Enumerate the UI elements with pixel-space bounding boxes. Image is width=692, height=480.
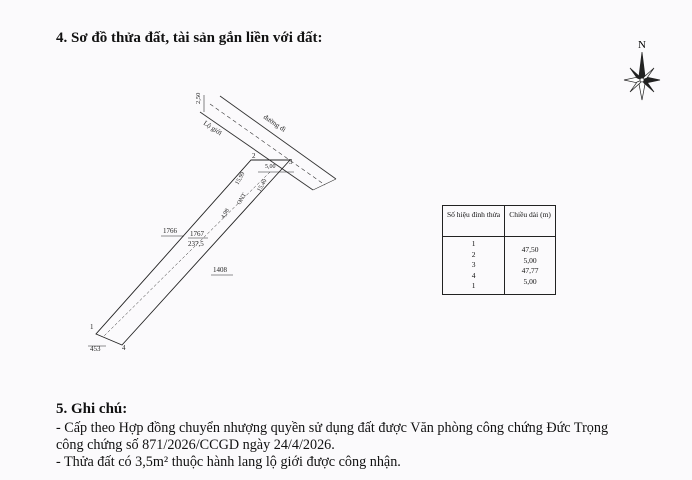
table-row-length: 47,77 [521, 266, 539, 275]
road-width-label: 2,50 [195, 92, 202, 104]
top-edge-label: 5,00 [265, 164, 276, 170]
note-line-2: công chứng số 871/2026/CCGD ngày 24/4/2026. [56, 437, 335, 453]
notes-block [56, 420, 686, 471]
table-row-length: 47,50 [521, 245, 539, 254]
neighbor-left-label: 1766 [163, 227, 177, 235]
north-label: N [638, 39, 646, 51]
table-row-length: 5,00 [523, 276, 537, 286]
compass-star-icon [624, 52, 660, 100]
side-left-label: 15,99 [234, 171, 247, 186]
vertex-1-label: 1 [90, 323, 94, 331]
neighbor-right-label: 1408 [213, 266, 227, 274]
vertex-2-label: 2 [252, 152, 256, 160]
table-row-length: 5,00 [523, 255, 537, 265]
boundary-label: Lộ giới [201, 119, 224, 138]
land-type-label: ONT [236, 192, 248, 206]
parcel-id-label: 1767 [190, 230, 204, 238]
side-right-label: 15,40 [256, 178, 269, 193]
vertex-4-label: 4 [122, 344, 126, 352]
note-line-1: - Cấp theo Hợp đồng chuyển nhượng quyền sử dụng đất được Văn phòng công chứng Đức Trọng [56, 420, 609, 436]
table-row-vertex: 1 [471, 239, 476, 248]
table-header-vertex: Số hiệu đỉnh thửa [443, 206, 505, 237]
table-row-vertex: 2 [471, 249, 476, 259]
road-strip [200, 96, 336, 190]
table-row-vertex: 4 [471, 270, 476, 280]
table-header-length: Chiều dài (m) [505, 206, 556, 237]
road-label: đường đi [261, 113, 288, 134]
edge-length-table [442, 205, 556, 295]
neighbor-bottom-label: 453 [90, 345, 101, 353]
vertex-column [443, 237, 505, 295]
vertex-3-label: 3 [289, 158, 293, 166]
inner-width-label: 4,98 [220, 207, 231, 220]
length-column [505, 237, 556, 295]
section-5-title: 5. Ghi chú: [56, 401, 128, 417]
parcel-area-label: 237,5 [188, 240, 204, 248]
table-row-vertex: 1 [471, 281, 476, 290]
north-compass [620, 36, 666, 106]
note-line-3: - Thửa đất có 3,5m² thuộc hành lang lộ giới được công nhận. [56, 454, 401, 470]
table-row-vertex: 3 [471, 260, 476, 269]
section-4-title: 4. Sơ đồ thửa đất, tài sản gắn liền với đất: [56, 30, 323, 46]
